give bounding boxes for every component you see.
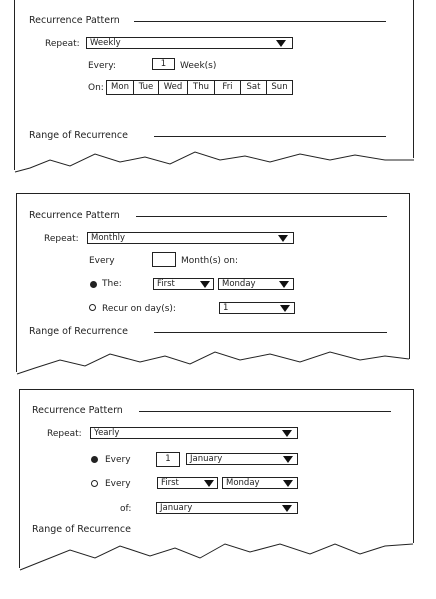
weekly-repeat-select[interactable] [86,37,293,49]
yearly-section-rule [139,411,391,412]
chevron-down-icon[interactable] [278,235,288,242]
day-checkbox-mon[interactable]: Mon [106,80,134,95]
weekly-section-title: Recurrence Pattern [29,15,120,26]
weekly-on-label: On: [88,83,104,93]
weekly-panel-left-border [14,0,15,172]
yearly-of-month-value: January [160,503,193,513]
monthly-the-radio[interactable] [90,281,97,288]
yearly-panel-right-border [413,389,414,543]
yearly-of-month-select[interactable] [156,502,298,514]
monthly-ordinal-value: First [157,279,175,289]
monthly-range-title: Range of Recurrence [29,326,128,337]
yearly-every2-radio[interactable] [91,480,98,487]
chevron-down-icon[interactable] [200,281,210,288]
monthly-the-label: The: [102,279,122,289]
weekly-panel-right-border [413,0,414,160]
yearly-panel-top-border [19,389,414,390]
weekly-every-input[interactable]: 1 [152,58,175,70]
monthly-section-title: Recurrence Pattern [29,210,120,221]
chevron-down-icon[interactable] [279,281,289,288]
chevron-down-icon[interactable] [283,456,293,463]
chevron-down-icon[interactable] [282,430,292,437]
weekly-repeat-value: Weekly [90,38,121,48]
monthly-panel-top-border [16,193,410,194]
chevron-down-icon[interactable] [204,480,214,487]
weekly-range-title: Range of Recurrence [29,130,128,141]
monthly-every-input[interactable] [152,252,176,267]
chevron-down-icon[interactable] [276,40,286,47]
yearly-every1-radio[interactable] [91,456,98,463]
weekly-every-label: Every: [88,61,116,71]
day-checkbox-thu[interactable]: Thu [187,80,215,95]
monthly-repeat-label: Repeat: [44,234,79,244]
monthly-recur-label: Recur on day(s): [102,304,176,314]
monthly-recur-radio[interactable] [89,304,96,311]
yearly-every2-label: Every [105,479,131,489]
monthly-every-unit: Month(s) on: [181,256,239,266]
monthly-repeat-select[interactable] [87,232,294,244]
day-checkbox-sat[interactable]: Sat [240,80,267,95]
monthly-section-rule [136,216,387,217]
yearly-repeat-label: Repeat: [47,429,82,439]
yearly-repeat-select[interactable] [90,427,298,439]
weekly-every-unit: Week(s) [180,61,217,71]
chevron-down-icon[interactable] [280,305,290,312]
day-checkbox-sun[interactable]: Sun [266,80,293,95]
torn-edge [0,530,436,575]
monthly-weekday-value: Monday [222,279,256,289]
weekly-section-rule [134,21,386,22]
torn-edge [0,148,436,178]
monthly-range-rule [154,332,387,333]
day-checkbox-fri[interactable]: Fri [214,80,241,95]
chevron-down-icon[interactable] [283,480,293,487]
torn-edge [0,344,436,380]
yearly-month-value: January [190,454,223,464]
monthly-panel-right-border [409,193,410,359]
yearly-month-select[interactable] [186,453,298,465]
monthly-recur-value: 1 [223,303,229,313]
day-checkbox-tue[interactable]: Tue [133,80,159,95]
yearly-range-title: Range of Recurrence [32,524,131,535]
day-checkbox-wed[interactable]: Wed [158,80,188,95]
yearly-every1-input[interactable]: 1 [156,452,180,467]
monthly-every-label: Every [89,256,115,266]
monthly-repeat-value: Monthly [91,233,126,243]
yearly-weekday-value: Monday [226,478,260,488]
weekly-range-rule [154,136,386,137]
yearly-repeat-value: Yearly [94,428,120,438]
chevron-down-icon[interactable] [282,505,292,512]
weekly-repeat-label: Repeat: [45,39,80,49]
yearly-section-title: Recurrence Pattern [32,405,123,416]
yearly-of-label: of: [120,504,132,514]
yearly-ordinal-value: First [161,478,179,488]
yearly-every1-label: Every [105,455,131,465]
